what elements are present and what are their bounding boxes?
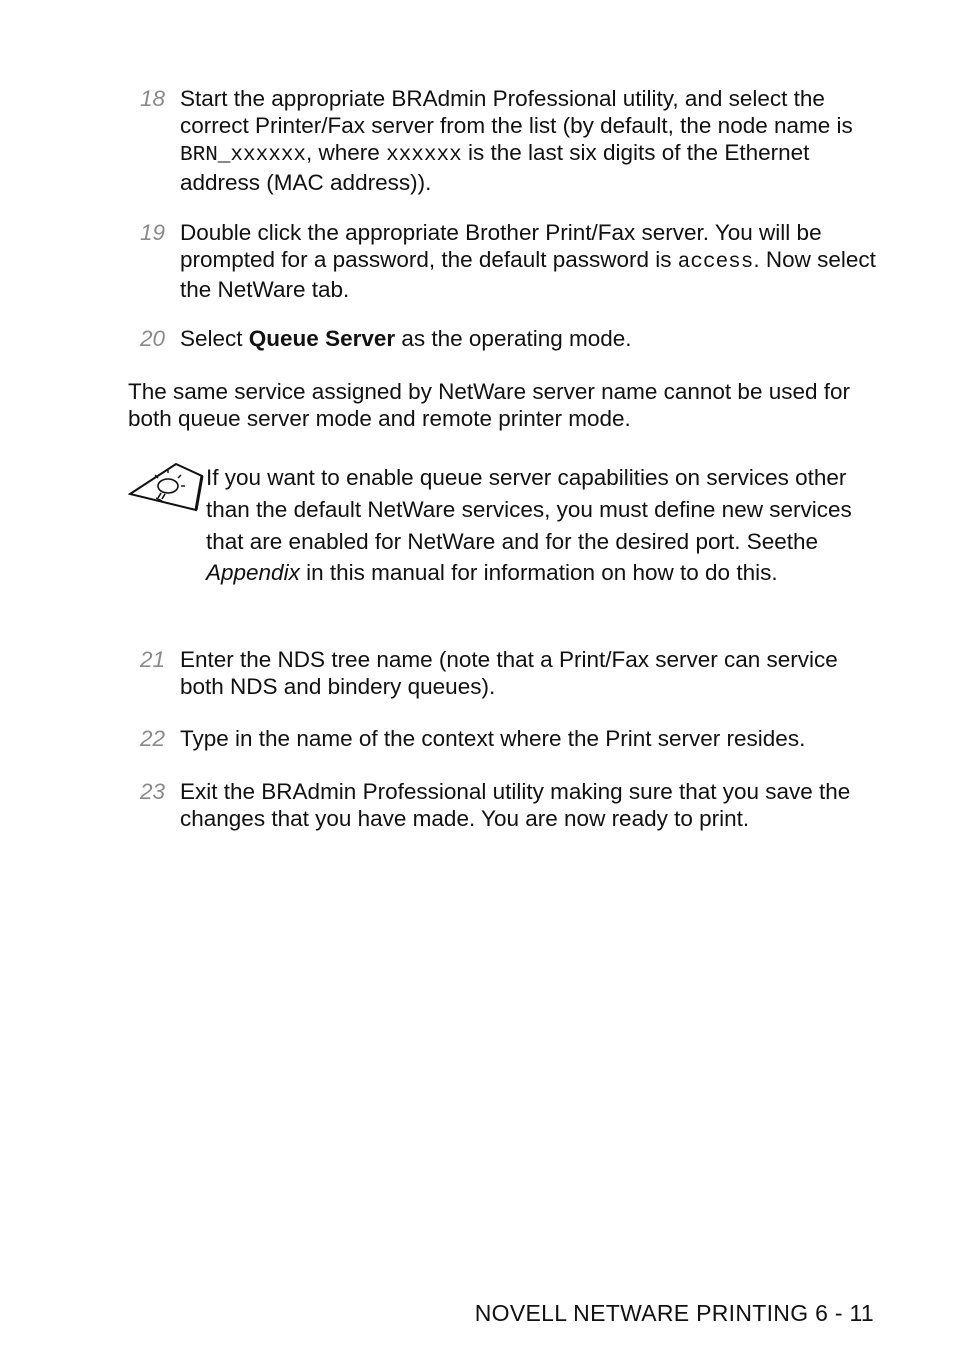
step-19 xyxy=(140,219,880,303)
appendix-reference: Appendix xyxy=(206,560,300,586)
step-text: Start the appropriate BRAdmin Professional utility, and select the correct Printer/Fax server from the list (by default, the node name is xyxy=(180,86,853,138)
digits-code: xxxxxx xyxy=(386,144,462,167)
step-text: Select xyxy=(180,326,249,351)
step-number: 22 xyxy=(140,726,166,751)
step-number: 18 xyxy=(140,86,166,111)
step-text: Double click the appropriate Brother Print/Fax server. You will be prompted for a password, the default password is xyxy=(180,220,822,272)
step-number: 21 xyxy=(140,647,166,672)
step-23 xyxy=(140,778,880,832)
step-text: as the operating mode. xyxy=(395,326,632,351)
note-text-part: If you want to enable queue server capabilities on services other than the default NetWare services, you must define new services that are enabled for NetWare and for the desired port. Seethe xyxy=(206,465,852,554)
step-18 xyxy=(140,85,880,196)
note-text xyxy=(206,462,886,589)
step-number: 23 xyxy=(140,779,166,804)
step-number: 19 xyxy=(140,220,166,245)
note-lightbulb-icon xyxy=(128,458,204,514)
queue-server-term: Queue Server xyxy=(248,326,396,351)
default-password-code: access xyxy=(677,251,754,274)
step-text: Enter the NDS tree name (note that a Print/Fax server can service both NDS and bindery queues). xyxy=(180,647,838,699)
note-text-part: in this manual for information on how to do this. xyxy=(299,560,778,586)
step-text: . Now select the NetWare tab. xyxy=(180,247,876,302)
step-text: Type in the name of the context where the Print server resides. xyxy=(180,726,806,751)
step-text: , where xyxy=(306,140,387,165)
step-22 xyxy=(140,725,890,752)
node-name-code: BRN_xxxxxx xyxy=(180,144,307,167)
page-footer: NOVELL NETWARE PRINTING 6 - 11 xyxy=(474,1300,874,1326)
step-20 xyxy=(140,325,880,352)
body-paragraph: The same service assigned by NetWare server name cannot be used for both queue server mode and remote printer mode. xyxy=(128,379,851,431)
step-text: Exit the BRAdmin Professional utility making sure that you save the changes that you have made. You are now ready to print. xyxy=(180,779,851,831)
step-21 xyxy=(140,646,880,700)
step-number: 20 xyxy=(140,326,166,351)
step-text: is the last six digits of the Ethernet address (MAC address)). xyxy=(180,140,810,195)
